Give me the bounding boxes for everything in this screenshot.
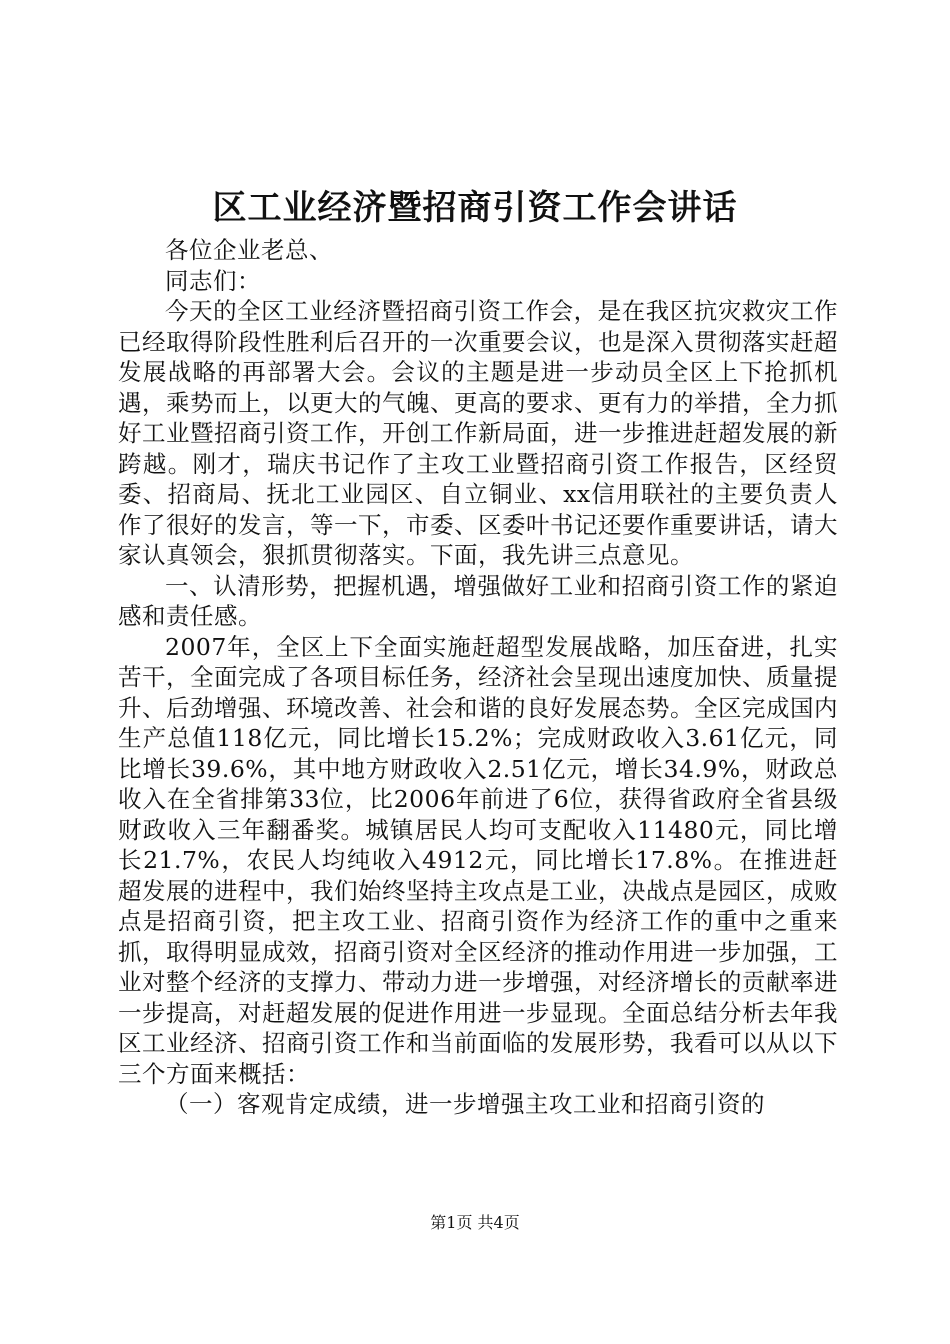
paragraph-2007-summary: 2007年，全区上下全面实施赶超型发展战略，加压奋进，扎实苦干，全面完成了各项目标任务，经济社会呈现出速度加快、质量提升、后劲增强、环境改善、社会和谐的良好发展态势。全区完成国内生产总值118亿元，同比增长15.2%；完成财政收入3.61亿元，同比增长39.6%，其中地方财政收入2.51亿元，增长34.9%，财政总收入在全省排第33位，比2006年前进了6位，获得省政府全省县级财政收入三年翻番奖。城镇居民人均可支配收入11480元，同比增长21.7%，农民人均纯收入4912元，同比增长17.8%。在推进赶超发展的进程中，我们始终坚持主攻点是工业，决战点是园区，成败点是招商引资，把主攻工业、招商引资作为经济工作的重中之重来抓，取得明显成效，招商引资对全区经济的推动作用进一步加强，工业对整个经济的支撑力、带动力进一步增强，对经济增长的贡献率进一步提高，对赶超发展的促进作用进一步显现。全面总结分析去年我区工业经济、招商引资工作和当前面临的发展形势，我看可以从以下三个方面来概括： xyxy=(118,632,838,1088)
section-heading-1: 一、认清形势，把握机遇，增强做好工业和招商引资工作的紧迫感和责任感。 xyxy=(118,571,838,630)
page-number-footer: 第1页 共4页 xyxy=(430,1213,520,1232)
document-body xyxy=(118,235,838,1120)
paragraph-intro: 今天的全区工业经济暨招商引资工作会，是在我区抗灾救灾工作已经取得阶段性胜利后召开的一次重要会议，也是深入贯彻落实赶超发展战略的再部署大会。会议的主题是进一步动员全区上下抢抓机遇，乘势而上，以更大的气魄、更高的要求、更有力的举措，全力抓好工业暨招商引资工作，开创工作新局面，进一步推进赶超发展的新跨越。刚才，瑞庆书记作了主攻工业暨招商引资工作报告，区经贸委、招商局、抚北工业园区、自立铜业、xx信用联社的主要负责人作了很好的发言，等一下，市委、区委叶书记还要作重要讲话，请大家认真领会，狠抓贯彻落实。下面，我先讲三点意见。 xyxy=(118,297,838,569)
salutation-line-1: 各位企业老总、 xyxy=(165,236,333,264)
subsection-heading-1: （一）客观肯定成绩，进一步增强主攻工业和招商引资的 xyxy=(165,1090,765,1118)
salutation-line-2: 同志们： xyxy=(165,266,261,295)
page-title: 区工业经济暨招商引资工作会讲话 xyxy=(212,188,738,228)
